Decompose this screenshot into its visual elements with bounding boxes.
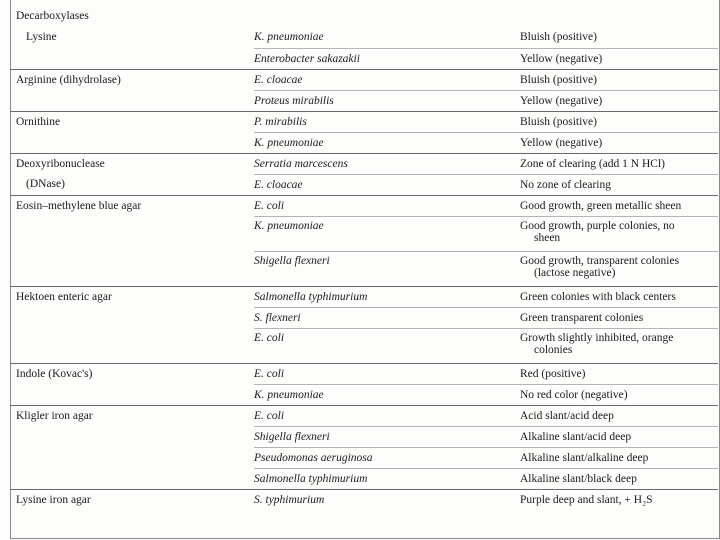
test-label: Lysine (26, 31, 57, 43)
organism-cell: E. cloacae (254, 174, 520, 195)
test-cell: Ornithine (10, 111, 254, 132)
organism-cell: K. pneumoniae (254, 31, 324, 43)
test-cell (10, 48, 254, 69)
table-row (10, 363, 718, 384)
table-row (10, 328, 718, 363)
organism-cell: K. pneumoniae (254, 132, 520, 153)
reaction-line-cont: sheen (534, 231, 561, 244)
test-cell: Lysine iron agar (10, 489, 254, 510)
organism-cell: E. coli (254, 363, 520, 384)
test-cell: Kligler iron agar (10, 405, 254, 426)
reaction-line: Good growth, transparent colonies (520, 254, 680, 267)
reaction-cell (520, 328, 718, 363)
reaction-cell (520, 6, 718, 27)
reaction-cell: Alkaline slant/black deep (520, 468, 718, 489)
media-reactions-table (10, 6, 718, 510)
test-cell (10, 27, 254, 48)
organism-cell: S. flexneri (254, 307, 520, 328)
reaction-cell: Alkaline slant/alkaline deep (520, 447, 718, 468)
organism-cell: Proteus mirabilis (254, 90, 520, 111)
test-cell (10, 426, 254, 447)
test-cell: Deoxyribonuclease (10, 153, 254, 174)
reaction-cell (520, 251, 718, 286)
table-row (10, 111, 718, 132)
test-cell: Arginine (dihydrolase) (10, 69, 254, 90)
table-row (10, 48, 718, 69)
organism-cell: Pseudomonas aeruginosa (254, 447, 520, 468)
test-cell: Hektoen enteric agar (10, 286, 254, 307)
organism-cell: Shigella flexneri (254, 426, 520, 447)
test-label: (DNase) (26, 178, 65, 190)
reaction-cell: Green colonies with black centers (520, 286, 718, 307)
test-cell (10, 447, 254, 468)
organism-cell: P. mirabilis (254, 111, 520, 132)
table-row (10, 132, 718, 153)
test-cell (10, 384, 254, 405)
reaction-line-cont: (lactose negative) (534, 266, 616, 279)
organism-cell (254, 6, 520, 27)
reaction-line: Growth slightly inhibited, orange (520, 331, 674, 344)
reaction-line-cont: colonies (534, 343, 573, 356)
reaction-line: Good growth, purple colonies, no (520, 219, 675, 232)
table-row (10, 426, 718, 447)
reaction-cell: Bluish (positive) (520, 31, 597, 43)
reaction-cell: Zone of clearing (add 1 N HCl) (520, 153, 718, 174)
table-row (10, 447, 718, 468)
table-row (10, 6, 718, 27)
reaction-cell: Yellow (negative) (520, 90, 718, 111)
organism-cell: K. pneumoniae (254, 216, 520, 251)
test-cell (10, 216, 254, 251)
table-row (10, 216, 718, 251)
organism-cell: Enterobacter sakazakii (254, 48, 520, 69)
table-row (10, 69, 718, 90)
test-cell (10, 328, 254, 363)
reaction-cell: Red (positive) (520, 363, 718, 384)
reaction-cell: No red color (negative) (520, 384, 718, 405)
reaction-cell: Yellow (negative) (520, 132, 718, 153)
table-row (10, 153, 718, 174)
table-row (10, 489, 718, 510)
table-row (10, 251, 718, 286)
organism-cell: Salmonella typhimurium (254, 286, 520, 307)
table-row (10, 405, 718, 426)
table-row (10, 195, 718, 216)
reaction-cell: Bluish (positive) (520, 69, 718, 90)
organism-cell: E. coli (254, 328, 520, 363)
table-row (10, 27, 718, 48)
table-row (10, 468, 718, 489)
reaction-cell: Green transparent colonies (520, 307, 718, 328)
organism-cell: E. cloacae (254, 69, 520, 90)
test-cell: Indole (Kovac's) (10, 363, 254, 384)
reaction-cell: Alkaline slant/acid deep (520, 426, 718, 447)
organism-cell: E. coli (254, 195, 520, 216)
test-cell (10, 90, 254, 111)
table-row (10, 384, 718, 405)
organism-cell: Shigella flexneri (254, 251, 520, 286)
table-row (10, 307, 718, 328)
organism-cell: Serratia marcescens (254, 153, 520, 174)
table-row (10, 286, 718, 307)
reaction-cell: Acid slant/acid deep (520, 405, 718, 426)
table-row (10, 90, 718, 111)
test-cell (10, 468, 254, 489)
test-cell (10, 132, 254, 153)
test-cell: Decarboxylases (16, 10, 89, 22)
organism-cell: S. typhimurium (254, 489, 520, 510)
reaction-cell: No zone of clearing (520, 174, 718, 195)
test-cell (10, 251, 254, 286)
reaction-cell: Yellow (negative) (520, 48, 718, 69)
organism-cell: K. pneumoniae (254, 384, 520, 405)
test-cell (10, 174, 254, 195)
reaction-cell: Purple deep and slant, + H₂S (520, 489, 718, 510)
organism-cell: Salmonella typhimurium (254, 468, 520, 489)
test-cell: Eosin–methylene blue agar (10, 195, 254, 216)
table-row (10, 174, 718, 195)
reaction-cell (520, 216, 718, 251)
organism-cell: E. coli (254, 405, 520, 426)
reaction-cell: Bluish (positive) (520, 111, 718, 132)
test-cell (10, 307, 254, 328)
reaction-cell: Good growth, green metallic sheen (520, 195, 718, 216)
